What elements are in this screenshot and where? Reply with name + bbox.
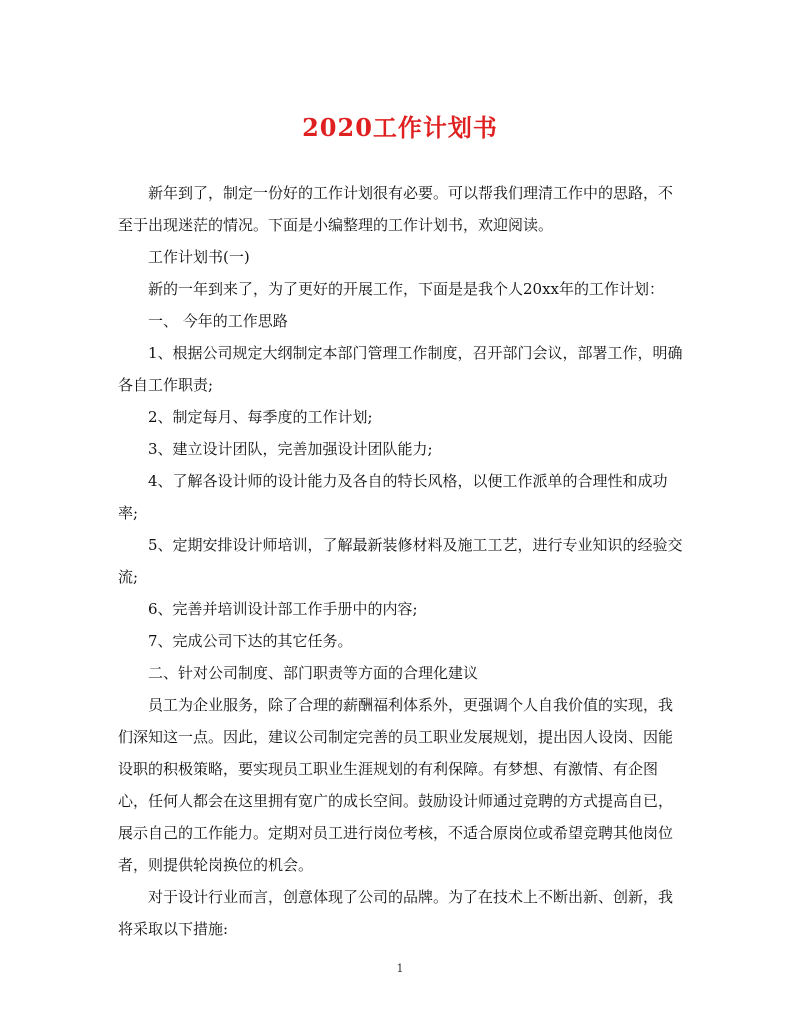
list-item: 2、制定每月、每季度的工作计划; bbox=[148, 408, 373, 426]
intro-paragraph: 新年到了，制定一份好的工作计划很有必要。可以帮我们理清工作中的思路，不至于出现迷茫的情况。下面是小编整理的工作计划书，欢迎阅读。 bbox=[118, 184, 674, 234]
document-body bbox=[118, 177, 686, 945]
list-item: 3、建立设计团队，完善加强设计团队能力; bbox=[148, 440, 433, 458]
list-item: 7、完成公司下达的其它任务。 bbox=[148, 632, 353, 650]
section-heading-suggestions: 二、针对公司制度、部门职责等方面的合理化建议 bbox=[148, 664, 479, 682]
suggestion-paragraph: 员工为企业服务，除了合理的薪酬福利体系外，更强调个人自我价值的实现，我们深知这一点。因此，建议公司制定完善的员工职业发展规划，提出因人设岗、因能设职的积极策略，要实现员工职业生涯规划的有利保障。有梦想、有激情、有企图心，任何人都会在这里拥有宽广的成长空间。鼓励设计师通过竞聘的方式提高自已，展示自己的工作能力。定期对员工进行岗位考核，不适合原岗位或希望竞聘其他岗位者，则提供轮岗换位的机会。 bbox=[118, 696, 674, 874]
measures-paragraph: 对于设计行业而言，创意体现了公司的品牌。为了在技术上不断出新、创新，我将采取以下措施: bbox=[118, 888, 674, 938]
section-heading-work-ideas: 一、 今年的工作思路 bbox=[148, 312, 288, 330]
page-number: 1 bbox=[396, 962, 404, 975]
section-heading-plan-one: 工作计划书(一) bbox=[148, 248, 250, 266]
list-item: 4、了解各设计师的设计能力及各自的特长风格，以便工作派单的合理性和成功率; bbox=[118, 472, 668, 522]
list-item: 1、根据公司规定大纲制定本部门管理工作制度，召开部门会议，部署工作，明确各自工作职责; bbox=[118, 344, 683, 394]
list-item: 6、完善并培训设计部工作手册中的内容; bbox=[148, 600, 418, 618]
plan-intro-paragraph: 新的一年到来了，为了更好的开展工作，下面是是我个人20xx年的工作计划： bbox=[148, 280, 665, 298]
list-item: 5、定期安排设计师培训，了解最新装修材料及施工工艺，进行专业知识的经验交流; bbox=[118, 536, 683, 586]
document-title: 2020工作计划书 bbox=[302, 113, 498, 142]
